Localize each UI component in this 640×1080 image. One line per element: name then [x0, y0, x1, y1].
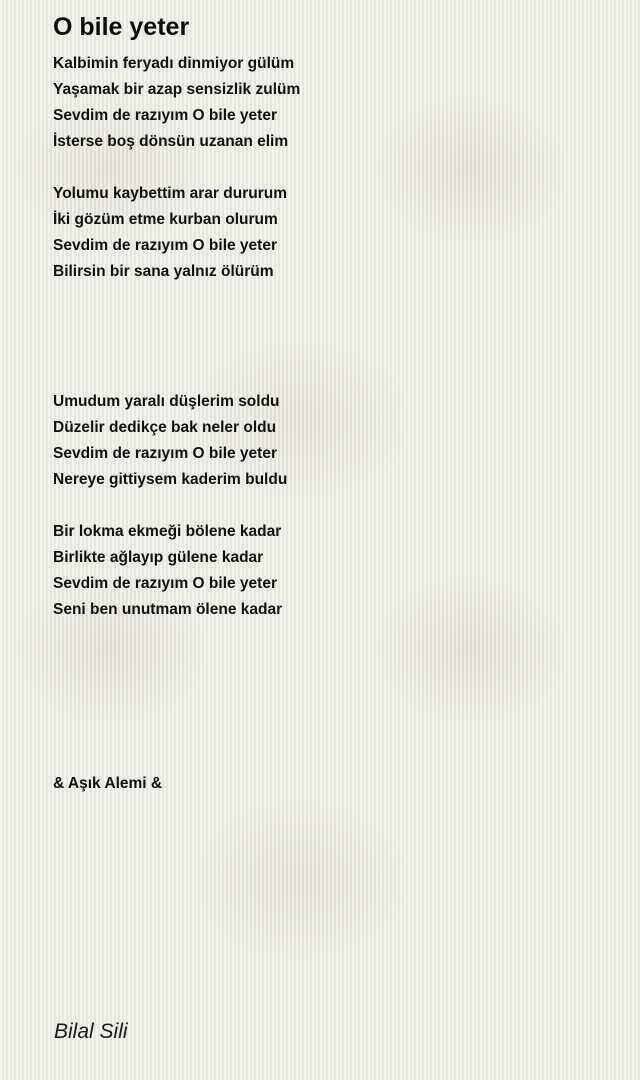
verse-line: Birlikte ağlayıp gülene kadar: [53, 549, 264, 566]
verse-line: Bilirsin bir sana yalnız ölürüm: [53, 263, 274, 280]
verse-line: İsterse boş dönsün uzanan elim: [53, 133, 289, 150]
verse-line: Sevdim de razıyım O bile yeter: [53, 575, 277, 592]
verse-line: Umudum yaralı düşlerim soldu: [53, 393, 280, 410]
verse-line: Seni ben unutmam ölene kadar: [53, 601, 283, 618]
author-name: Bilal Sili: [54, 1020, 128, 1043]
verse-line: Düzelir dedikçe bak neler oldu: [53, 419, 277, 436]
section-gap: [53, 285, 613, 389]
poem-title: O bile yeter: [53, 13, 190, 41]
poem-body: [53, 51, 613, 623]
verse-line: Sevdim de razıyım O bile yeter: [53, 445, 277, 462]
verse-line: Sevdim de razıyım O bile yeter: [53, 237, 277, 254]
verse-line: İki gözüm etme kurban olurum: [53, 211, 278, 228]
verse-line: Nereye gittiysem kaderim buldu: [53, 471, 288, 488]
verse-line: Sevdim de razıyım O bile yeter: [53, 107, 277, 124]
verse-line: Yolumu kaybettim arar dururum: [53, 185, 287, 202]
stanza-1: [53, 51, 613, 155]
poem-signature: & Aşık Alemi &: [53, 775, 163, 792]
stanza-2: [53, 181, 613, 285]
verse-line: Kalbimin feryadı dinmiyor gülüm: [53, 55, 295, 72]
stanza-gap: [53, 155, 613, 181]
verse-line: Yaşamak bir azap sensizlik zulüm: [53, 81, 301, 98]
verse-line: Bir lokma ekmeği bölene kadar: [53, 523, 282, 540]
stanza-3: [53, 389, 613, 493]
stanza-4: [53, 519, 613, 623]
stanza-gap: [53, 493, 613, 519]
